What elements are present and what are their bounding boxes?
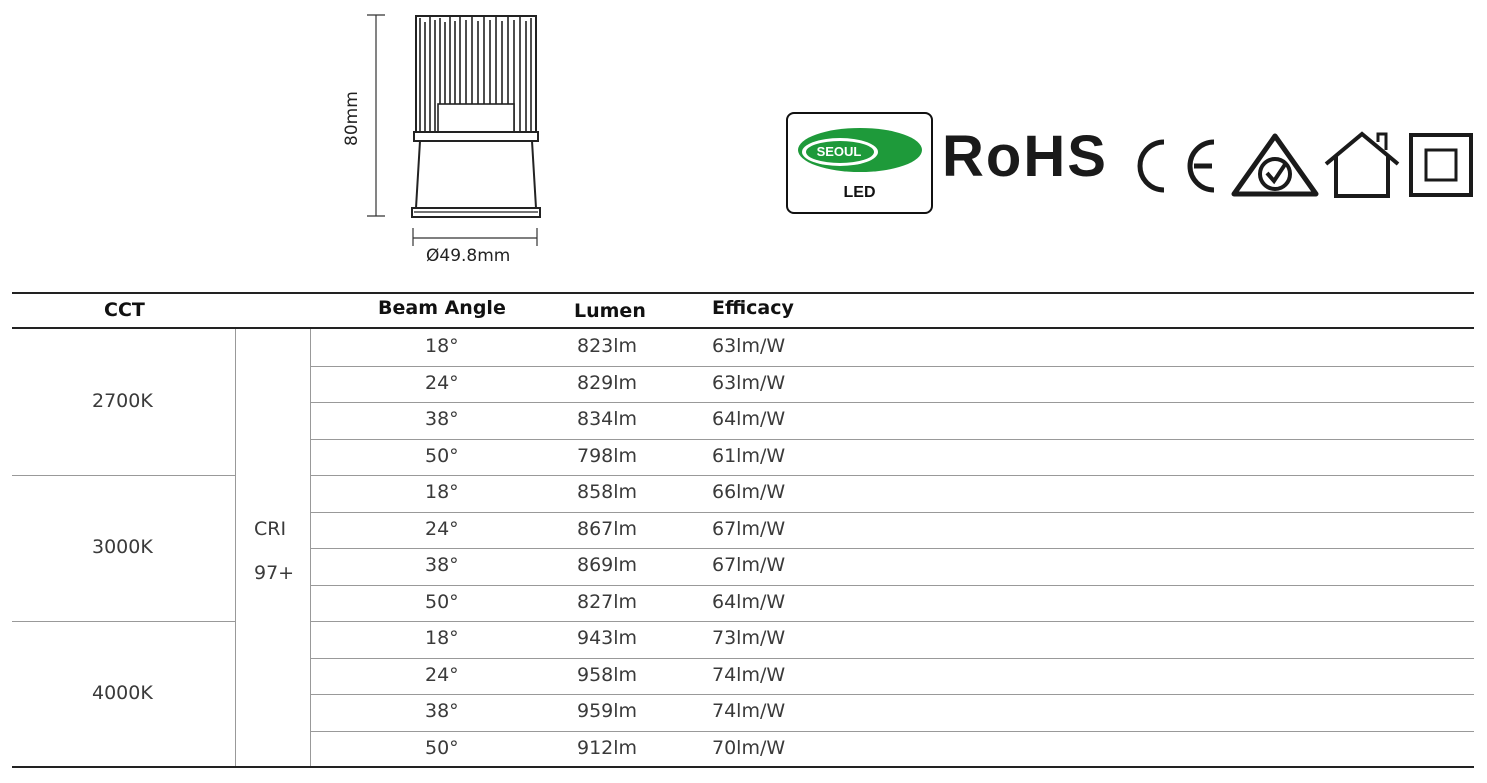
- row-divider: [310, 548, 1474, 549]
- beam-angle-value: 38°: [425, 408, 459, 430]
- efficacy-value: 66lm/W: [712, 481, 786, 503]
- group-divider: [12, 621, 235, 622]
- cri-value: 97+: [254, 562, 295, 584]
- seoul-led-logo: [786, 112, 933, 214]
- ce-mark-icon: [1128, 136, 1224, 196]
- double-insulation-icon: [1408, 132, 1474, 198]
- lumen-value: 829lm: [577, 371, 638, 394]
- lumen-value: 823lm: [577, 335, 638, 357]
- beam-angle-value: 18°: [425, 627, 459, 649]
- rcm-icon: [1228, 130, 1322, 200]
- cct-value: 2700K: [92, 390, 153, 412]
- beam-angle-value: 18°: [425, 335, 459, 357]
- beam-angle-value: 18°: [425, 481, 459, 503]
- lumen-value: 958lm: [577, 663, 638, 686]
- beam-angle-value: 50°: [425, 590, 459, 613]
- height-dimension: [338, 60, 378, 170]
- row-divider: [310, 366, 1474, 367]
- seoul-logo-text: SEOUL: [816, 144, 862, 159]
- row-divider: [310, 439, 1474, 440]
- efficacy-value: 70lm/W: [712, 736, 786, 759]
- table-bottom-rule: [12, 766, 1474, 768]
- row-divider: [310, 402, 1474, 403]
- beam-angle-value: 38°: [425, 700, 459, 722]
- efficacy-value: 67lm/W: [712, 517, 786, 540]
- efficacy-value: 63lm/W: [712, 371, 786, 394]
- lumen-value: 834lm: [577, 408, 638, 430]
- height-dimension-label: 80mm: [342, 91, 362, 146]
- beam-angle-value: 38°: [425, 554, 459, 576]
- beam-angle-value: 50°: [425, 444, 459, 467]
- indoor-house-icon: [1322, 130, 1402, 200]
- efficacy-value: 73lm/W: [712, 627, 786, 649]
- beam-angle-value: 50°: [425, 736, 459, 759]
- row-divider: [310, 694, 1474, 695]
- efficacy-value: 67lm/W: [712, 554, 786, 576]
- header-efficacy: Efficacy: [712, 297, 794, 319]
- row-divider: [310, 475, 1474, 476]
- efficacy-value: 64lm/W: [712, 590, 786, 613]
- group-divider: [12, 475, 235, 476]
- table-top-rule: [12, 292, 1474, 294]
- diameter-dimension-label: Ø49.8mm: [426, 246, 511, 266]
- beam-angle-value: 24°: [425, 371, 459, 394]
- beam-angle-value: 24°: [425, 517, 459, 540]
- row-divider: [310, 512, 1474, 513]
- row-divider: [310, 621, 1474, 622]
- efficacy-value: 63lm/W: [712, 335, 786, 357]
- lumen-value: 867lm: [577, 517, 638, 540]
- cri-label: CRI: [254, 518, 287, 540]
- row-divider: [310, 658, 1474, 659]
- cct-value: 3000K: [92, 536, 153, 558]
- lumen-value: 827lm: [577, 590, 638, 613]
- efficacy-value: 61lm/W: [712, 444, 786, 467]
- rohs-mark: RoHS: [942, 124, 1108, 189]
- cri-column-left-rule: [235, 329, 236, 766]
- lumen-value: 798lm: [577, 444, 638, 467]
- header-cct: CCT: [104, 299, 145, 321]
- table-header-rule: [12, 327, 1474, 329]
- row-divider: [310, 731, 1474, 732]
- lumen-value: 912lm: [577, 736, 638, 759]
- efficacy-value: 74lm/W: [712, 700, 786, 722]
- header-lumen: Lumen: [574, 300, 646, 322]
- efficacy-value: 64lm/W: [712, 408, 786, 430]
- seoul-logo-sub: LED: [843, 184, 876, 201]
- cct-value: 4000K: [92, 682, 153, 704]
- header-beam-angle: Beam Angle: [378, 297, 506, 319]
- efficacy-value: 74lm/W: [712, 663, 786, 686]
- lumen-value: 858lm: [577, 481, 638, 503]
- lumen-value: 943lm: [577, 627, 638, 649]
- beam-angle-value: 24°: [425, 663, 459, 686]
- lumen-value: 869lm: [577, 554, 638, 576]
- row-divider: [310, 585, 1474, 586]
- lumen-value: 959lm: [577, 700, 638, 722]
